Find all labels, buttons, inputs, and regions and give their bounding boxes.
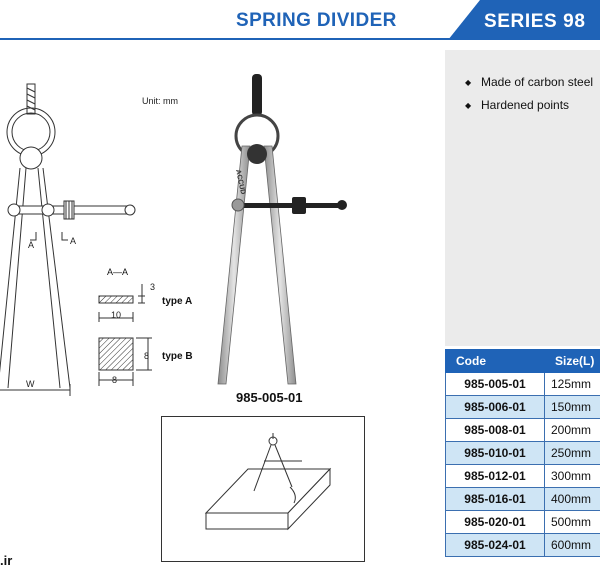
type-a-label: type A xyxy=(162,296,193,307)
arrow-a-left-label: A xyxy=(28,240,35,250)
table-row: 985-010-01 250mm xyxy=(446,442,600,465)
technical-drawing xyxy=(0,0,200,400)
bullet-icon: ◆ xyxy=(465,78,472,87)
footer-text: .ir xyxy=(0,553,13,568)
spec-table xyxy=(445,349,600,557)
pivot xyxy=(247,144,267,164)
section-label: A—A xyxy=(107,267,129,277)
brand-mark: ACCUD xyxy=(234,168,247,196)
table-header-row xyxy=(446,350,600,373)
table-row: 985-016-01 400mm xyxy=(446,488,600,511)
arrow-a-right-label: A xyxy=(70,236,77,246)
right-leg xyxy=(264,146,296,384)
table-row: 985-008-01 200mm xyxy=(446,419,600,442)
type-b-label: type B xyxy=(162,351,193,362)
dim-a-height: 3 xyxy=(150,282,156,292)
table-row: 985-020-01 500mm xyxy=(446,511,600,534)
dim-b-width: 8 xyxy=(112,375,118,385)
series-label: SERIES 98 xyxy=(484,11,586,32)
pivot-circle xyxy=(20,147,42,169)
model-label: 985-005-01 xyxy=(236,390,303,405)
handle xyxy=(252,74,262,116)
type-b-section xyxy=(99,338,133,370)
adjusting-screw xyxy=(238,203,342,208)
dim-b-height: 8 xyxy=(144,351,150,361)
page-title: SPRING DIVIDER xyxy=(236,10,397,31)
features-panel xyxy=(445,50,600,346)
type-a-section xyxy=(99,296,133,303)
table-row: 985-006-01 150mm xyxy=(446,396,600,419)
unit-label: Unit: mm xyxy=(142,96,178,106)
feature-item: ◆ Made of carbon steel xyxy=(465,75,594,89)
table-row: 985-012-01 300mm xyxy=(446,465,600,488)
usage-illustration xyxy=(161,416,365,562)
column-header-code: Code xyxy=(446,350,545,373)
table-row: 985-024-01 600mm xyxy=(446,534,600,557)
width-label: W xyxy=(26,379,35,389)
product-image xyxy=(200,70,360,390)
feature-item: ◆ Hardened points xyxy=(465,98,570,112)
bullet-icon: ◆ xyxy=(465,101,472,110)
dim-a-width: 10 xyxy=(111,310,122,320)
table-row: 985-005-01 125mm xyxy=(446,373,600,396)
column-header-size: Size(L) xyxy=(545,350,600,373)
left-leg xyxy=(218,146,250,384)
